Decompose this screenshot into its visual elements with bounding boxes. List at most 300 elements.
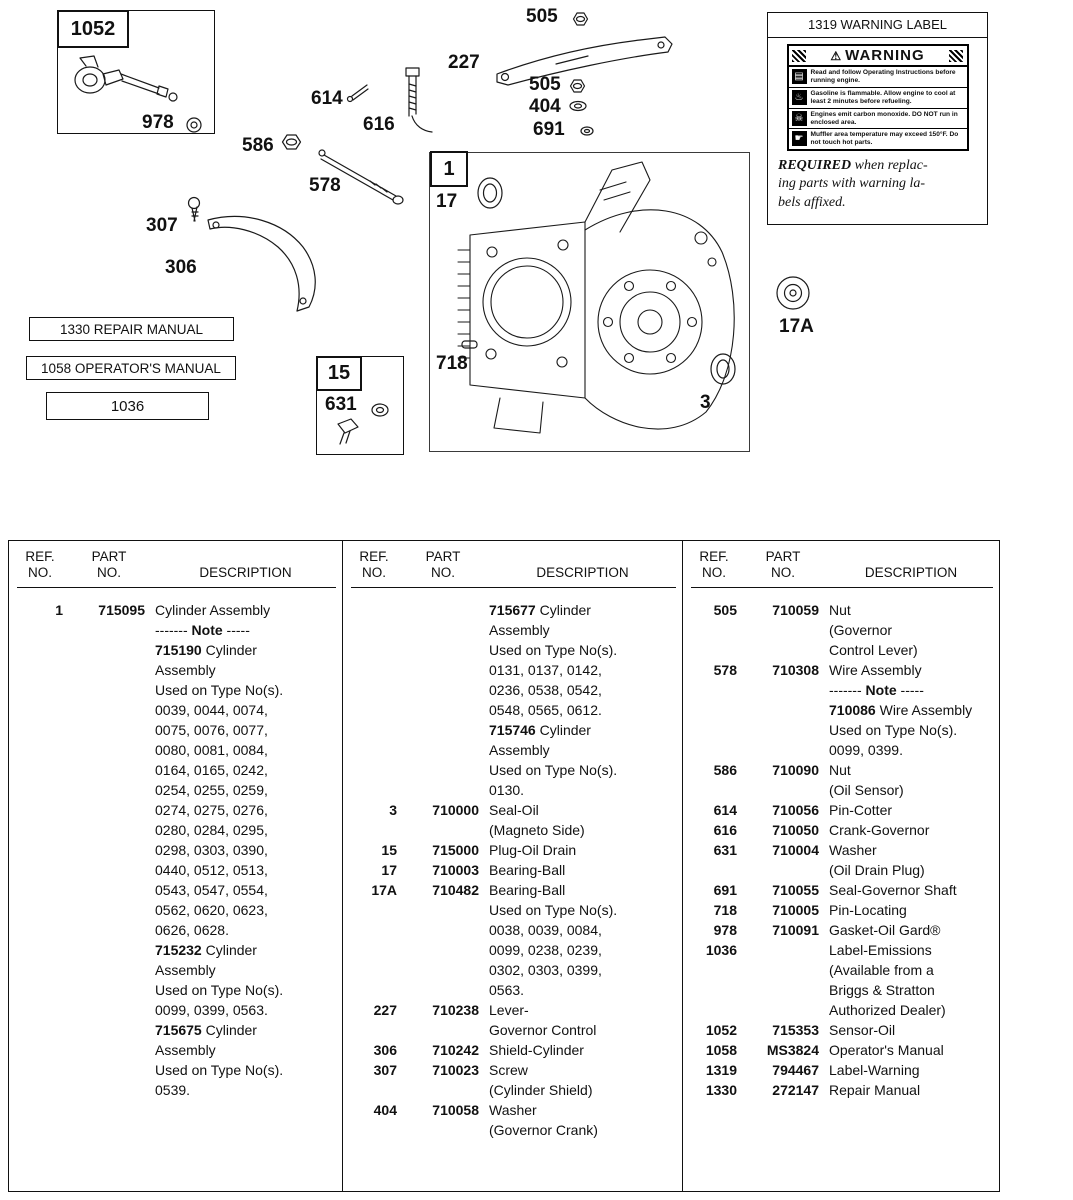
description-cell: 0626, 0628. [155,922,229,938]
callout-578: 578 [309,175,341,196]
table-row [351,1060,676,1080]
table-row [351,860,676,880]
ref-no-cell [17,640,63,660]
description-cell: (Cylinder Shield) [489,1082,593,1098]
book-icon: ▤ [792,69,807,84]
table-rows [351,588,676,1140]
ref-no-cell [17,700,63,720]
table-row [691,860,993,880]
table-row [351,1120,676,1140]
ref-no-cell [17,980,63,1000]
description-cell: 0038, 0039, 0084, [489,922,602,938]
ref-no-cell [691,860,737,880]
table-row [351,820,676,840]
part-no-cell [747,620,819,640]
part-no-cell [407,620,479,640]
description-cell: Bearing-Ball [489,862,566,878]
text: Wire Assembly [875,702,973,718]
part-no-cell [747,960,819,980]
description-cell: Cylinder Assembly [155,602,271,618]
description-cell: Washer [829,842,877,858]
description-cell: (Magneto Side) [489,822,585,838]
description-cell: Label-Warning [829,1062,920,1078]
ref-no-cell [351,720,397,740]
ref-no-cell [351,680,397,700]
description-cell: 0543, 0547, 0554, [155,882,268,898]
fuel-icon: ♨ [792,90,807,105]
part-no-cell: 710482 [432,882,479,898]
ref-no-cell [351,760,397,780]
ref-no-cell: 1036 [705,942,737,958]
ref-no-cell [17,960,63,980]
part-no-cell [747,1000,819,1020]
parts-table-column-2 [342,541,682,1191]
description-cell: Shield-Cylinder [489,1042,584,1058]
table-header [351,541,676,588]
part-no-cell: 710004 [772,842,819,858]
ref-no-cell [351,1080,397,1100]
ref-no-cell [351,980,397,1000]
parts-table [8,540,1000,1192]
part-no-cell: 710005 [772,902,819,918]
ref-no-cell [17,660,63,680]
table-row [17,1040,336,1060]
table-row [17,660,336,680]
part-no-cell [73,840,145,860]
warning-label [787,44,969,151]
ref-no-cell [17,760,63,780]
ref-no-header: REF. NO. [359,549,389,580]
ref-no-cell: 1052 [705,1022,737,1038]
shield-screw-drawing [189,198,200,222]
required-note [768,155,987,214]
callout-404: 404 [529,96,561,117]
description-cell: Used on Type No(s). [155,982,284,998]
description-cell: Assembly [489,622,550,638]
part-no-cell: 710238 [432,1002,479,1018]
table-row [691,940,993,960]
repair-manual-ref: 1330 REPAIR MANUAL [29,317,234,341]
ref-no-cell: 404 [373,1102,397,1118]
ref-no-cell [351,740,397,760]
text: Cylinder [201,942,257,958]
part-no-cell [73,960,145,980]
part-no-cell: 710308 [772,662,819,678]
table-rows [691,588,993,1100]
part-no-cell [407,960,479,980]
table-row [691,740,993,760]
description-cell: Assembly [489,742,550,758]
part-no-cell: 272147 [772,1082,819,1098]
description-cell: 0539. [155,1082,191,1098]
table-row [17,920,336,940]
operators-manual-ref: 1058 OPERATOR'S MANUAL [26,356,236,380]
description-cell: 0548, 0565, 0612. [489,702,602,718]
table-row [691,1020,993,1040]
ref-no-cell [17,820,63,840]
part-no-cell [73,760,145,780]
description-cell: Briggs & Stratton [829,982,935,998]
description-cell: Seal-Governor Shaft [829,882,957,898]
ref-no-cell: 17A [371,882,397,898]
table-row [17,740,336,760]
table-row [691,760,993,780]
part-no-cell [407,720,479,740]
part-no-cell [747,640,819,660]
part-no-cell [73,740,145,760]
callout-17a: 17A [779,316,814,337]
ref-no-cell [691,680,737,700]
text: Cylinder [535,602,591,618]
table-row [351,980,676,1000]
part-no-cell: 710091 [772,922,819,938]
table-row [17,1060,336,1080]
part-no-cell [407,920,479,940]
oil-sensor-nut-drawing [283,135,301,149]
ref-no-cell: 1330 [705,1082,737,1098]
table-row [691,880,993,900]
ref-no-cell [691,780,737,800]
part-no-cell: 710050 [772,822,819,838]
table-header [691,541,993,588]
ref-no-cell [351,940,397,960]
part-no-cell [73,1060,145,1080]
description-cell: Wire Assembly [829,662,922,678]
table-row [17,760,336,780]
part-no-cell: 710059 [772,602,819,618]
washer-404-drawing [570,102,586,111]
description-cell [829,680,993,700]
table-row [351,600,676,620]
part-no-cell: 794467 [772,1062,819,1078]
description-cell: 0302, 0303, 0399, [489,962,602,978]
description-cell: 0080, 0081, 0084, [155,742,268,758]
callout-505b: 505 [529,74,561,95]
ref-no-cell: 631 [713,842,737,858]
ref-no-cell: 505 [713,602,737,618]
ref-no-cell [691,620,737,640]
part-no-cell [73,680,145,700]
callout-505a: 505 [526,6,558,27]
callout-box-1 [430,151,468,187]
callout-box-1052 [57,10,129,48]
description-cell: Used on Type No(s). [829,722,958,738]
nut-505-top-drawing [574,13,588,25]
part-no-cell: 715095 [98,602,145,618]
part-no-cell [747,980,819,1000]
callout-3: 3 [700,392,711,413]
callout-17: 17 [436,191,458,212]
ref-no-cell [17,940,63,960]
ref-no-cell [351,660,397,680]
part-no-cell [73,880,145,900]
ref-no-cell [17,920,63,940]
part-no-header: PART NO. [91,549,127,580]
ref-no-cell: 978 [713,922,737,938]
part-no-cell [407,900,479,920]
table-row [351,780,676,800]
description-cell: Repair Manual [829,1082,921,1098]
description-cell: (Oil Drain Plug) [829,862,925,878]
description-cell: Nut [829,762,851,778]
part-no-cell [407,600,479,620]
part-no-cell: 710058 [432,1102,479,1118]
ref-no-cell [17,1000,63,1020]
part-no-cell [73,1020,145,1040]
ref-no-cell [691,1000,737,1020]
part-no-cell [73,620,145,640]
ref-no-cell: 718 [713,902,737,918]
ref-no-cell: 306 [373,1042,397,1058]
ref-no-cell [17,680,63,700]
callout-227: 227 [448,52,480,73]
table-row [691,720,993,740]
table-row [17,1020,336,1040]
description-cell: Gasket-Oil Gard® [829,922,941,938]
ref-no-cell: 614 [713,802,737,818]
required-note-line [778,194,977,212]
bold-text: 715677 [489,602,536,618]
text: ing parts with warning la- [778,176,926,192]
part-no-cell [73,940,145,960]
part-no-cell [73,640,145,660]
ref-no-cell [351,960,397,980]
part-no-cell [407,680,479,700]
description-cell: 0280, 0284, 0295, [155,822,268,838]
table-row [691,1080,993,1100]
table-row [17,840,336,860]
warning-item [789,67,967,87]
part-no-cell: 710003 [432,862,479,878]
part-no-cell [747,700,819,720]
part-no-header: PART NO. [765,549,801,580]
description-cell: Nut [829,602,851,618]
table-row [17,720,336,740]
ref-no-cell [17,900,63,920]
part-no-cell [407,1080,479,1100]
part-no-cell: 715000 [432,842,479,858]
table-row [351,760,676,780]
description-cell [155,940,336,960]
part-no-cell [407,980,479,1000]
table-row [691,700,993,720]
description-cell: 0562, 0620, 0623, [155,902,268,918]
description-cell: Bearing-Ball [489,882,566,898]
table-row [17,1000,336,1020]
hatch-stripe-left [792,50,806,62]
table-row [351,640,676,660]
part-no-cell: 710023 [432,1062,479,1078]
description-cell: 0563. [489,982,525,998]
description-cell: Seal-Oil [489,802,539,818]
table-row [351,920,676,940]
table-row [691,620,993,640]
ref-no-cell [17,860,63,880]
part-no-cell [73,800,145,820]
ref-no-cell [351,820,397,840]
warning-box-title: 1319 WARNING LABEL [768,13,987,38]
ref-no-cell: 17 [381,862,397,878]
text: ----- [222,622,250,638]
warning-item-text: Read and follow Operating Instructions before running engine. [810,69,956,84]
part-no-cell [407,820,479,840]
part-no-cell: 710055 [772,882,819,898]
text: ------- [155,622,192,638]
ref-no-cell: 586 [713,762,737,778]
emissions-label-ref: 1036 [46,392,209,420]
description-cell: 0099, 0399, 0563. [155,1002,268,1018]
part-no-cell [747,680,819,700]
part-no-cell: MS3824 [766,1042,819,1058]
description-cell: 0099, 0238, 0239, [489,942,602,958]
table-row [351,880,676,900]
description-cell [155,620,336,640]
callout-586: 586 [242,135,274,156]
description-cell: Authorized Dealer) [829,1002,946,1018]
description-cell: 0440, 0512, 0513, [155,862,268,878]
description-cell: Pin-Cotter [829,802,893,818]
table-rows [17,588,336,1100]
table-row [691,1000,993,1020]
part-no-cell: 710000 [432,802,479,818]
description-cell: 0164, 0165, 0242, [155,762,268,778]
part-no-cell [407,660,479,680]
description-cell: Plug-Oil Drain [489,842,577,858]
table-row [17,860,336,880]
table-row [17,960,336,980]
description-cell: 0254, 0255, 0259, [155,782,268,798]
description-cell: Assembly [155,962,216,978]
part-no-cell [73,1000,145,1020]
description-cell: 0131, 0137, 0142, [489,662,602,678]
table-row [691,840,993,860]
ref-no-cell: 1058 [705,1042,737,1058]
part-no-cell [407,1120,479,1140]
nut-505-lower-drawing [571,80,585,92]
bold-text: 715746 [489,722,536,738]
part-no-cell [407,940,479,960]
ref-no-cell: 1 [55,602,63,618]
description-cell: Used on Type No(s). [489,762,618,778]
warning-triangle-icon: ⚠ [830,48,843,63]
ref-no-cell: 227 [373,1002,397,1018]
ref-no-header: REF. NO. [25,549,55,580]
table-row [691,960,993,980]
callout-306: 306 [165,257,197,278]
description-cell: Control Lever) [829,642,918,658]
table-row [17,940,336,960]
ref-no-cell: 1319 [705,1062,737,1078]
part-no-cell: 715353 [772,1022,819,1038]
description-header: DESCRIPTION [536,565,629,580]
description-cell: Crank-Governor [829,822,930,838]
callout-614: 614 [311,88,343,109]
warning-heading-row [789,46,967,67]
ball-bearing-17a-drawing [777,277,809,309]
text: when replac- [851,158,928,174]
table-row [691,820,993,840]
part-no-cell [407,1020,479,1040]
table-row [17,620,336,640]
part-no-header: PART NO. [425,549,461,580]
table-row [691,980,993,1000]
ref-no-cell [17,880,63,900]
governor-shaft-seal-drawing [581,127,593,135]
table-row [691,920,993,940]
ref-no-cell: 15 [381,842,397,858]
table-row [351,800,676,820]
table-row [691,780,993,800]
part-no-cell [73,820,145,840]
table-row [17,700,336,720]
description-cell: Washer [489,1102,537,1118]
description-cell: 0039, 0044, 0074, [155,702,268,718]
description-header: DESCRIPTION [864,565,958,580]
warning-item-text: Engines emit carbon monoxide. DO NOT run in enclosed area. [810,110,958,126]
table-row [351,680,676,700]
table-row [351,1000,676,1020]
ref-no-header: REF. NO. [699,549,729,580]
warning-item-text: Gasoline is flammable. Allow engine to cool at least 2 minutes before refueling. [810,89,956,105]
table-row [351,900,676,920]
cotter-pin-drawing [348,85,369,102]
table-row [17,680,336,700]
ref-no-cell [17,1040,63,1060]
text: Cylinder [201,642,257,658]
ref-no-cell [351,1120,397,1140]
part-no-cell [73,660,145,680]
bold-text: 715232 [155,942,202,958]
ref-no-cell [691,960,737,980]
description-cell: Used on Type No(s). [489,902,618,918]
part-no-cell [73,1080,145,1100]
table-row [691,600,993,620]
warning-heading: WARNING [845,47,925,64]
part-no-cell [73,720,145,740]
required-note-line [778,175,977,193]
table-row [691,800,993,820]
callout-box-15 [316,356,362,391]
bold-text: 715190 [155,642,202,658]
bold-text: Note [191,622,223,638]
part-no-cell [73,780,145,800]
ref-no-cell: 616 [713,822,737,838]
table-row [17,900,336,920]
bold-text: 715675 [155,1022,202,1038]
bold-text: 710086 [829,702,876,718]
part-no-cell [73,920,145,940]
part-no-cell [73,980,145,1000]
description-cell: Assembly [155,662,216,678]
part-no-cell [73,1040,145,1060]
table-row [17,600,336,620]
description-header: DESCRIPTION [199,565,292,580]
ref-no-cell [691,740,737,760]
callout-691: 691 [533,119,565,140]
ref-no-cell: 3 [389,802,397,818]
part-no-cell [407,780,479,800]
description-cell: 0236, 0538, 0542, [489,682,602,698]
part-no-cell [747,740,819,760]
ref-no-cell [351,780,397,800]
callout-631: 631 [325,394,357,415]
part-no-cell [747,860,819,880]
part-no-cell [407,640,479,660]
description-cell: Label-Emissions [829,942,932,958]
description-cell: Sensor-Oil [829,1022,896,1038]
text: Cylinder [535,722,591,738]
description-cell: 0099, 0399. [829,742,903,758]
